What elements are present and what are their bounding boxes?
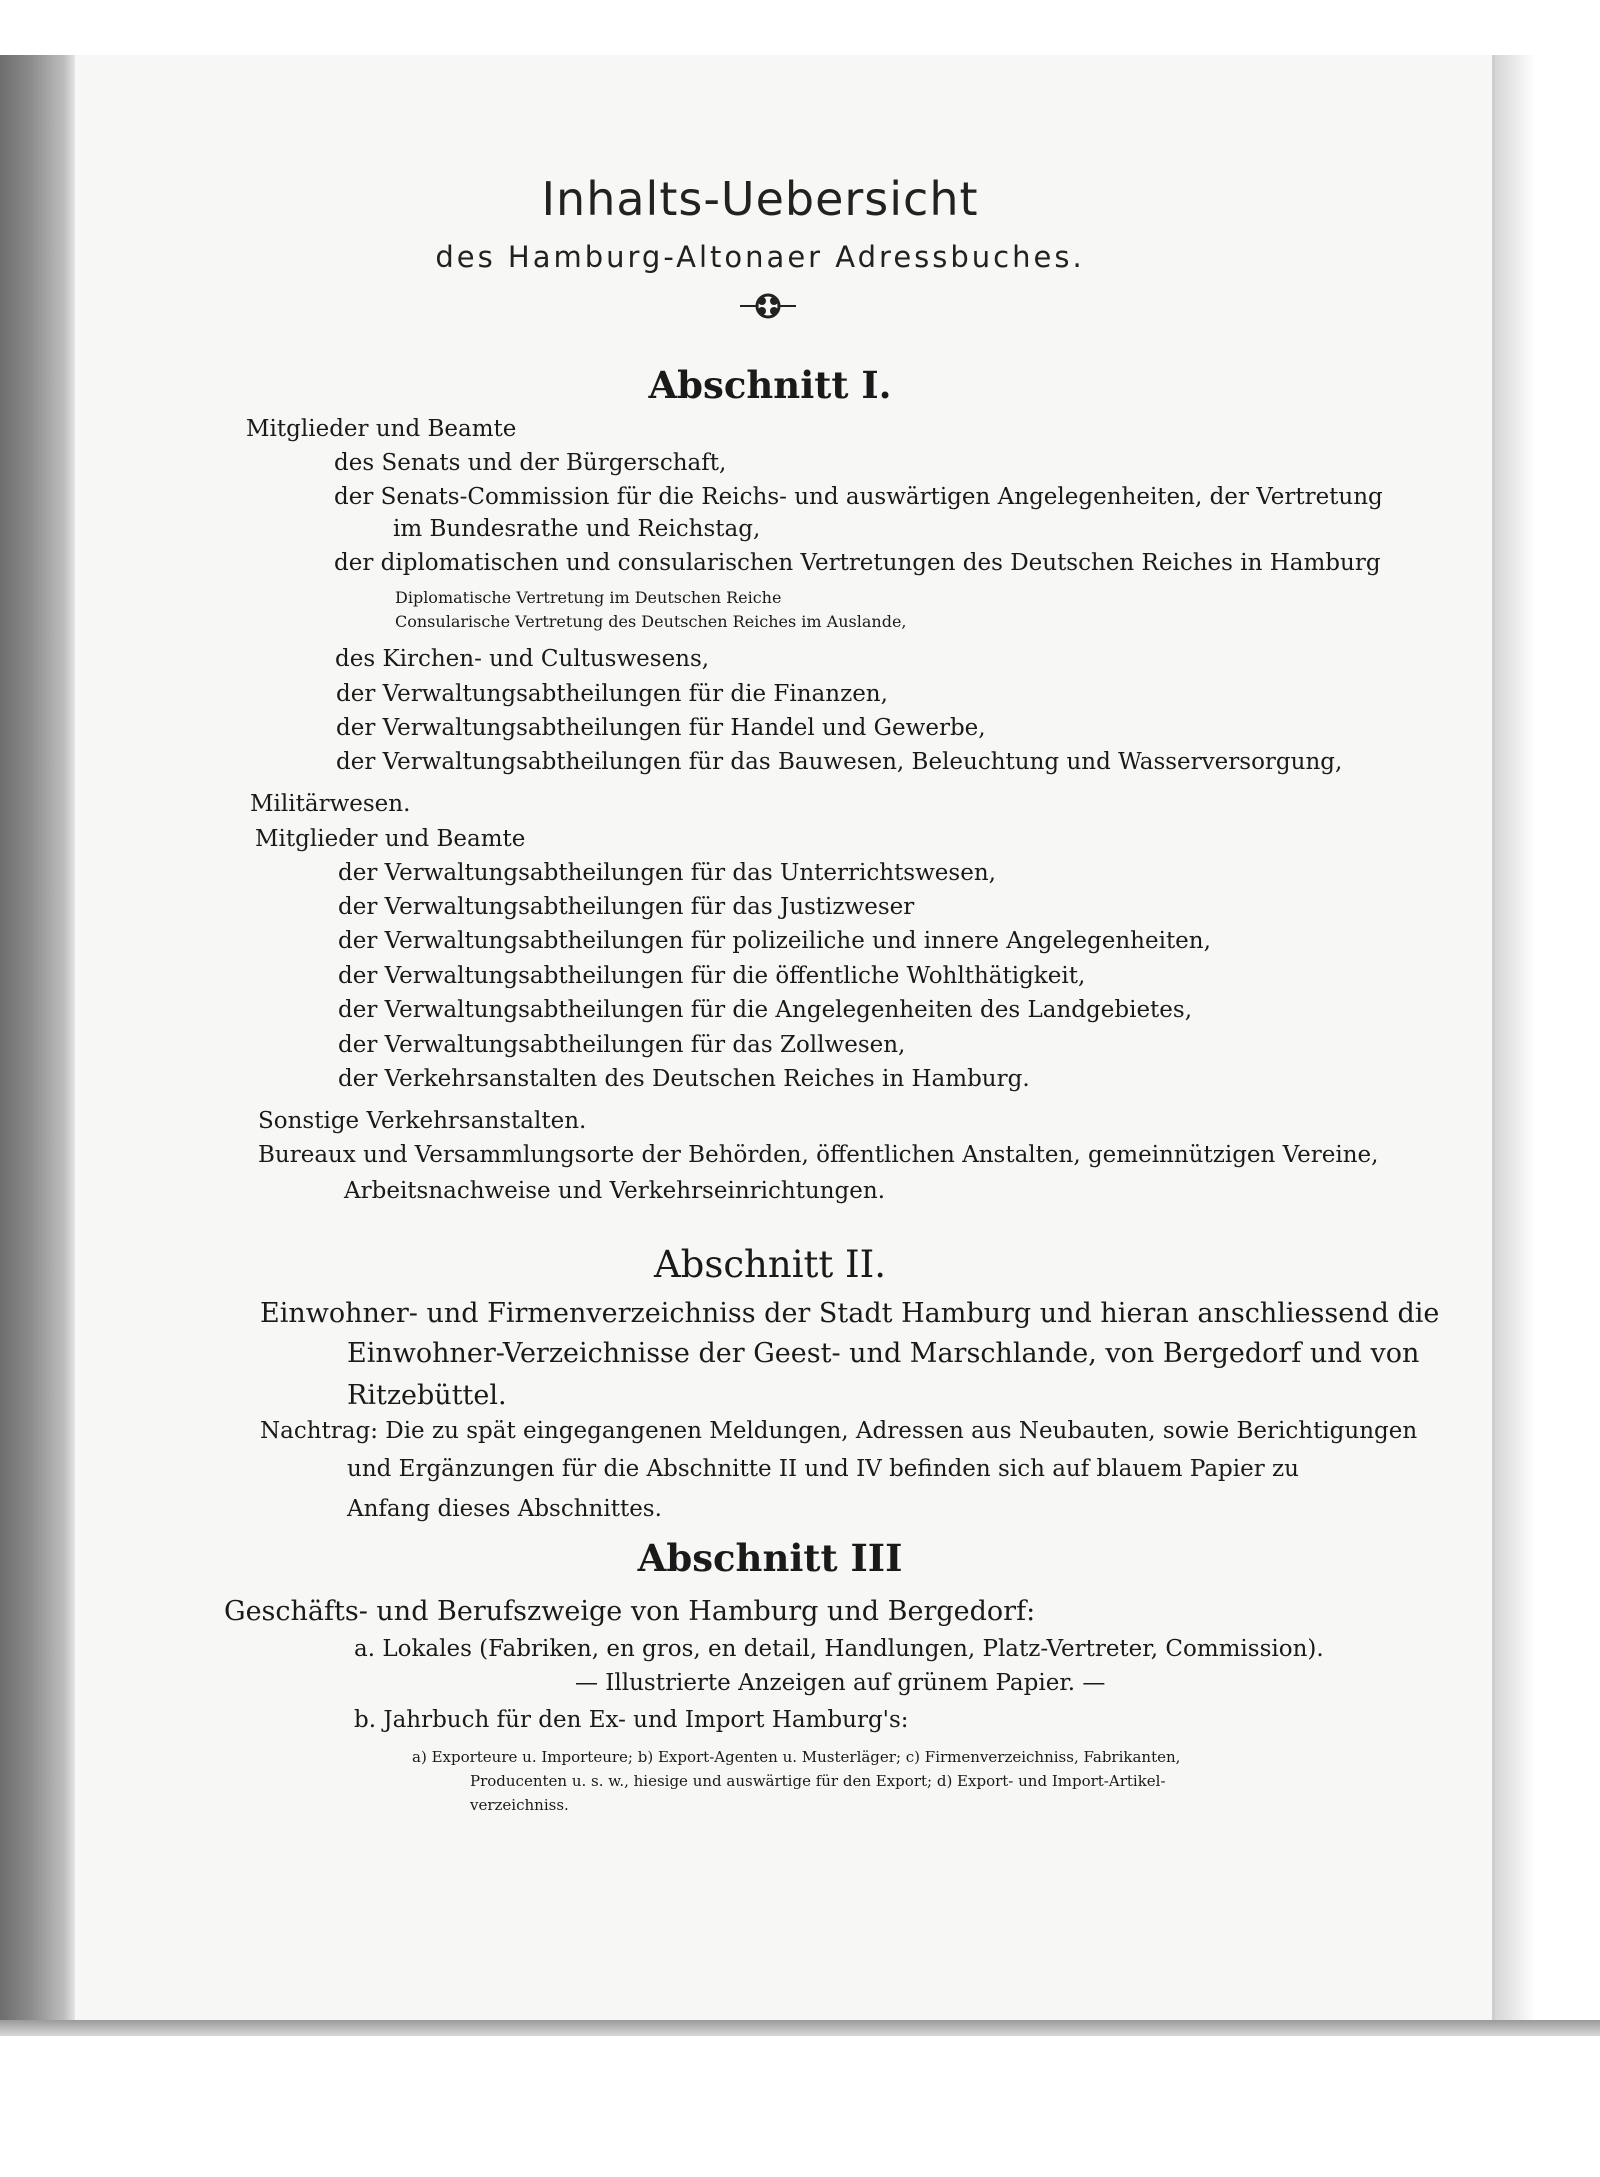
toc-line: Sonstige Verkehrsanstalten. <box>258 1108 587 1134</box>
toc-subline: Producenten u. s. w., hiesige und auswärtige für den Export; d) Export- und Import-Artikel- <box>470 1772 1166 1790</box>
toc-line: Arbeitsnachweise und Verkehrseinrichtungen. <box>344 1178 886 1204</box>
toc-line: Ritzebüttel. <box>347 1380 507 1411</box>
toc-line: der Verwaltungsabtheilungen für Handel und Gewerbe, <box>336 715 986 741</box>
toc-line: Militärwesen. <box>250 791 411 817</box>
toc-line: der Verwaltungsabtheilungen für die Finanzen, <box>336 681 888 707</box>
section-heading-1: Abschnitt I. <box>648 363 892 407</box>
toc-line: — Illustrierte Anzeigen auf grünem Papier. — <box>575 1670 1106 1696</box>
toc-line: a. Lokales (Fabriken, en gros, en detail, Handlungen, Platz-Vertreter, Commission). <box>354 1636 1324 1662</box>
toc-line: des Senats und der Bürgerschaft, <box>334 450 727 476</box>
toc-line: und Ergänzungen für die Abschnitte II und IV befinden sich auf blauem Papier zu <box>347 1456 1299 1482</box>
toc-line: Bureaux und Versammlungsorte der Behörden, öffentlichen Anstalten, gemeinnützigen Vereine, <box>258 1142 1379 1168</box>
toc-subline: Consularische Vertretung des Deutschen Reiches im Auslande, <box>395 612 907 631</box>
toc-subline: Diplomatische Vertretung im Deutschen Reiche <box>395 588 782 607</box>
page-subtitle: des Hamburg-Altonaer Adressbuches. <box>435 240 1085 274</box>
section-heading-3: Abschnitt III <box>637 1536 903 1580</box>
toc-line: der Verwaltungsabtheilungen für die öffentliche Wohlthätigkeit, <box>338 963 1086 989</box>
toc-line: der Verwaltungsabtheilungen für das Justizweser <box>338 894 915 920</box>
page-edge <box>1495 55 1535 2020</box>
toc-line: der Senats-Commission für die Reichs- und auswärtigen Angelegenheiten, der Vertretung <box>334 484 1383 510</box>
toc-line: Mitglieder und Beamte <box>246 416 517 442</box>
toc-line: Nachtrag: Die zu spät eingegangenen Meldungen, Adressen aus Neubauten, sowie Berichtigungen <box>260 1418 1418 1444</box>
toc-line: im Bundesrathe und Reichstag, <box>393 516 761 542</box>
toc-subline: verzeichniss. <box>470 1796 569 1814</box>
toc-line: der Verwaltungsabtheilungen für das Unterrichtswesen, <box>338 860 996 886</box>
toc-line: Geschäfts- und Berufszweige von Hamburg und Bergedorf: <box>224 1596 1036 1627</box>
toc-line: der Verwaltungsabtheilungen für die Angelegenheiten des Landgebietes, <box>338 997 1193 1023</box>
toc-line: der Verkehrsanstalten des Deutschen Reiches in Hamburg. <box>338 1066 1030 1092</box>
toc-line: der Verwaltungsabtheilungen für das Bauwesen, Beleuchtung und Wasserversorgung, <box>336 749 1343 775</box>
toc-line: Einwohner- und Firmenverzeichniss der Stadt Hamburg und hieran anschliessend die <box>260 1298 1440 1329</box>
toc-line: Einwohner-Verzeichnisse der Geest- und Marschlande, von Bergedorf und von <box>347 1338 1420 1369</box>
toc-line: der Verwaltungsabtheilungen für das Zollwesen, <box>338 1032 906 1058</box>
toc-line: der Verwaltungsabtheilungen für polizeiliche und innere Angelegenheiten, <box>338 928 1211 954</box>
toc-line: Anfang dieses Abschnittes. <box>347 1496 662 1522</box>
section-heading-2: Abschnitt II. <box>653 1243 887 1286</box>
toc-subline: a) Exporteure u. Importeure; b) Export-Agenten u. Musterläger; c) Firmenverzeichniss, Fabrikanten, <box>412 1748 1181 1766</box>
toc-line: des Kirchen- und Cultuswesens, <box>335 646 710 672</box>
toc-line: Mitglieder und Beamte <box>255 826 526 852</box>
toc-line: der diplomatischen und consularischen Vertretungen des Deutschen Reiches in Hamburg <box>334 550 1381 576</box>
toc-line: b. Jahrbuch für den Ex- und Import Hamburg's: <box>354 1707 909 1733</box>
book-gutter <box>0 55 75 2020</box>
page-title: Inhalts-Uebersicht <box>541 172 979 226</box>
ornament-icon <box>738 290 798 322</box>
page-bottom-edge <box>0 2020 1600 2036</box>
